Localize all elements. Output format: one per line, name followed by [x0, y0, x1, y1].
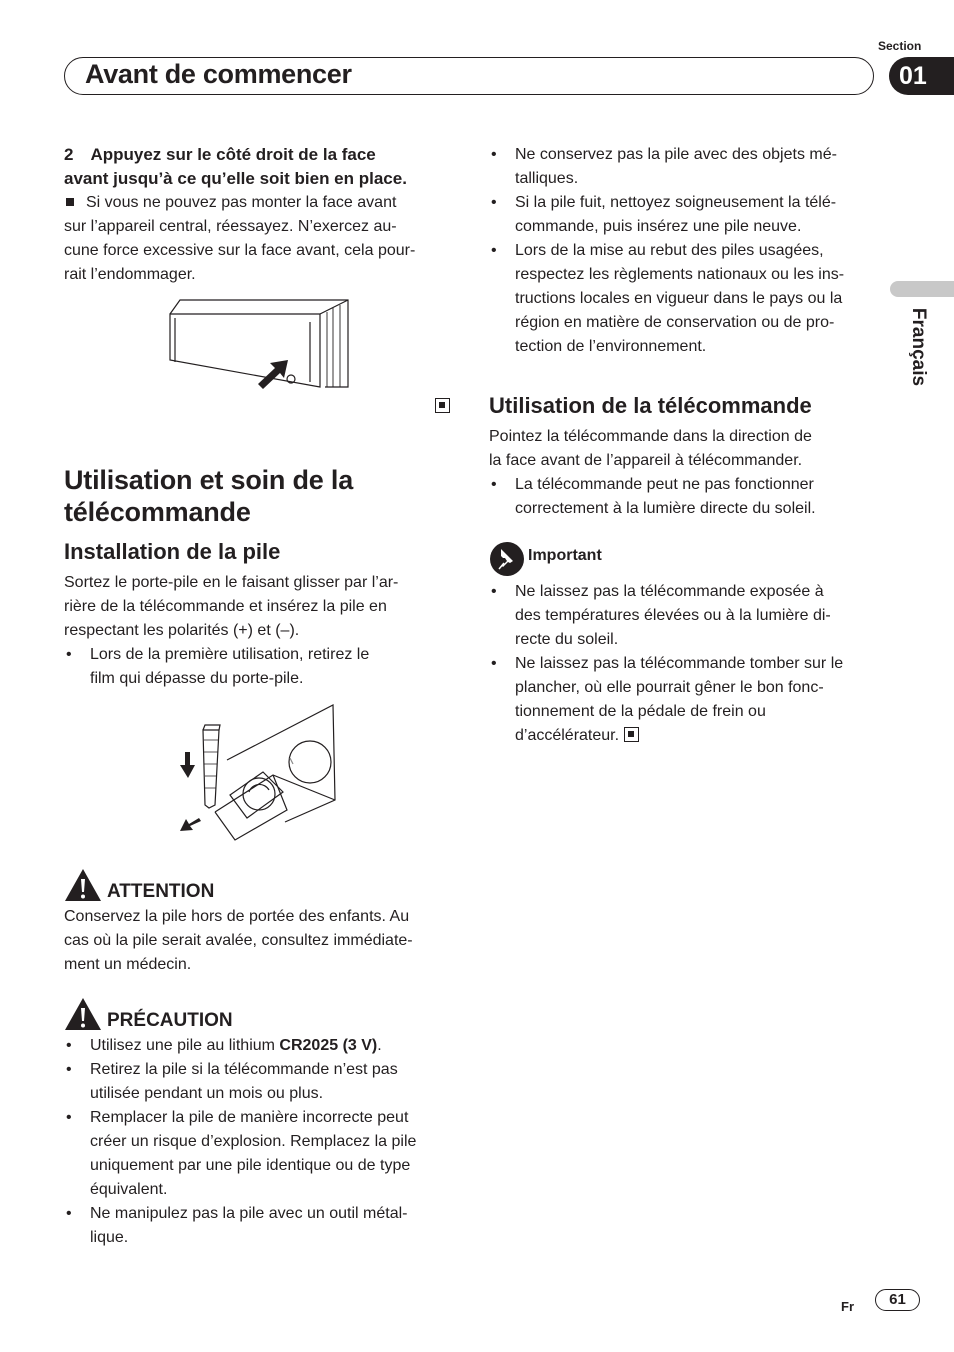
- attention-title: ATTENTION: [107, 881, 215, 902]
- language-tab: [890, 281, 954, 297]
- page-title: Avant de commencer: [85, 59, 352, 89]
- language-label: Français: [908, 307, 929, 387]
- important-title: Important: [528, 547, 602, 564]
- battery-bullets: [489, 143, 881, 359]
- section-number-badge: 01: [889, 57, 954, 95]
- warning-triangle-icon: [64, 868, 102, 902]
- list-item: • Ne conservez pas la pile avec des objets mé- talliques.: [489, 143, 881, 191]
- battery-model: CR2025 (3 V): [279, 1037, 378, 1054]
- square-bullet-icon: [66, 198, 74, 206]
- battery-holder-illustration: [175, 700, 340, 845]
- main-heading: Utilisation et soin de la télécommande: [64, 465, 354, 527]
- footer-language-code: Fr: [841, 1299, 854, 1314]
- usage-heading: Utilisation de la télécommande: [489, 393, 812, 418]
- list-item: • Lors de la première utilisation, retirez le film qui dépasse du porte-pile.: [64, 643, 456, 691]
- step-line-1: Appuyez sur le côté droit de la face: [90, 145, 376, 164]
- usage-paragraph: Pointez la télécommande dans la direction de la face avant de l’appareil à télécommander.: [489, 428, 812, 469]
- list-item: • Ne laissez pas la télécommande tomber sur le plancher, où elle pourrait gêner le bon fonc- tionnement de la pédale de frein ou d’accélérateur.: [489, 652, 881, 748]
- list-item: • Ne manipulez pas la pile avec un outil métal- lique.: [64, 1202, 456, 1250]
- caution-triangle-icon: [64, 997, 102, 1031]
- list-item: • Utilisez une pile au lithium CR2025 (3 V).: [64, 1034, 456, 1058]
- usage-body: [489, 425, 881, 521]
- list-item: • La télécommande peut ne pas fonctionner correctement à la lumière directe du soleil.: [489, 473, 881, 521]
- install-heading: Installation de la pile: [64, 539, 281, 564]
- precaution-title: PRÉCAUTION: [107, 1010, 233, 1031]
- step-line-2: avant jusqu’à ce qu’elle soit bien en place.: [64, 169, 407, 188]
- important-list: [489, 580, 881, 748]
- important-pin-icon: [489, 541, 525, 577]
- list-item: • Ne laissez pas la télécommande exposée à des températures élevées ou à la lumière di- recte du soleil.: [489, 580, 881, 652]
- page-number: 61: [875, 1289, 920, 1311]
- list-item: • Retirez la pile si la télécommande n’est pas utilisée pendant un mois ou plus.: [64, 1058, 456, 1106]
- section-label: Section: [878, 39, 922, 53]
- install-paragraph: Sortez le porte-pile en le faisant glisser par l’ar- rière de la télécommande et insérez la pile en respectant les polarités (+) et (–).: [64, 574, 399, 639]
- attention-text: Conservez la pile hors de portée des enfants. Au cas où la pile serait avalée, consultez immédiate- ment un médecin.: [64, 908, 413, 973]
- list-item: • Remplacer la pile de manière incorrecte peut créer un risque d’explosion. Remplacez la pile uniquement par une pile identique ou de type équivalent.: [64, 1106, 456, 1202]
- front-panel-illustration: [160, 292, 355, 392]
- precaution-list: [64, 1034, 456, 1250]
- end-of-section-icon: [624, 727, 639, 742]
- list-item: • Lors de la mise au rebut des piles usagées, respectez les règlements nationaux ou les ins- tructions locales en vigueur dans le pays ou la région en matière de conservation ou de pro- tection de l’environnement.: [489, 239, 881, 359]
- end-of-section-icon: [435, 398, 450, 413]
- install-body: [64, 571, 456, 691]
- step-heading: [64, 143, 454, 191]
- step-2-block: [64, 143, 454, 287]
- step-number: 2: [64, 145, 74, 164]
- list-item: • Si la pile fuit, nettoyez soigneusement la télé- commande, puis insérez une pile neuve.: [489, 191, 881, 239]
- step-note: Si vous ne pouvez pas monter la face avant sur l’appareil central, réessayez. N’exercez au- cune force excessive sur la face avant, cela pour- rait l’endommager.: [64, 194, 416, 283]
